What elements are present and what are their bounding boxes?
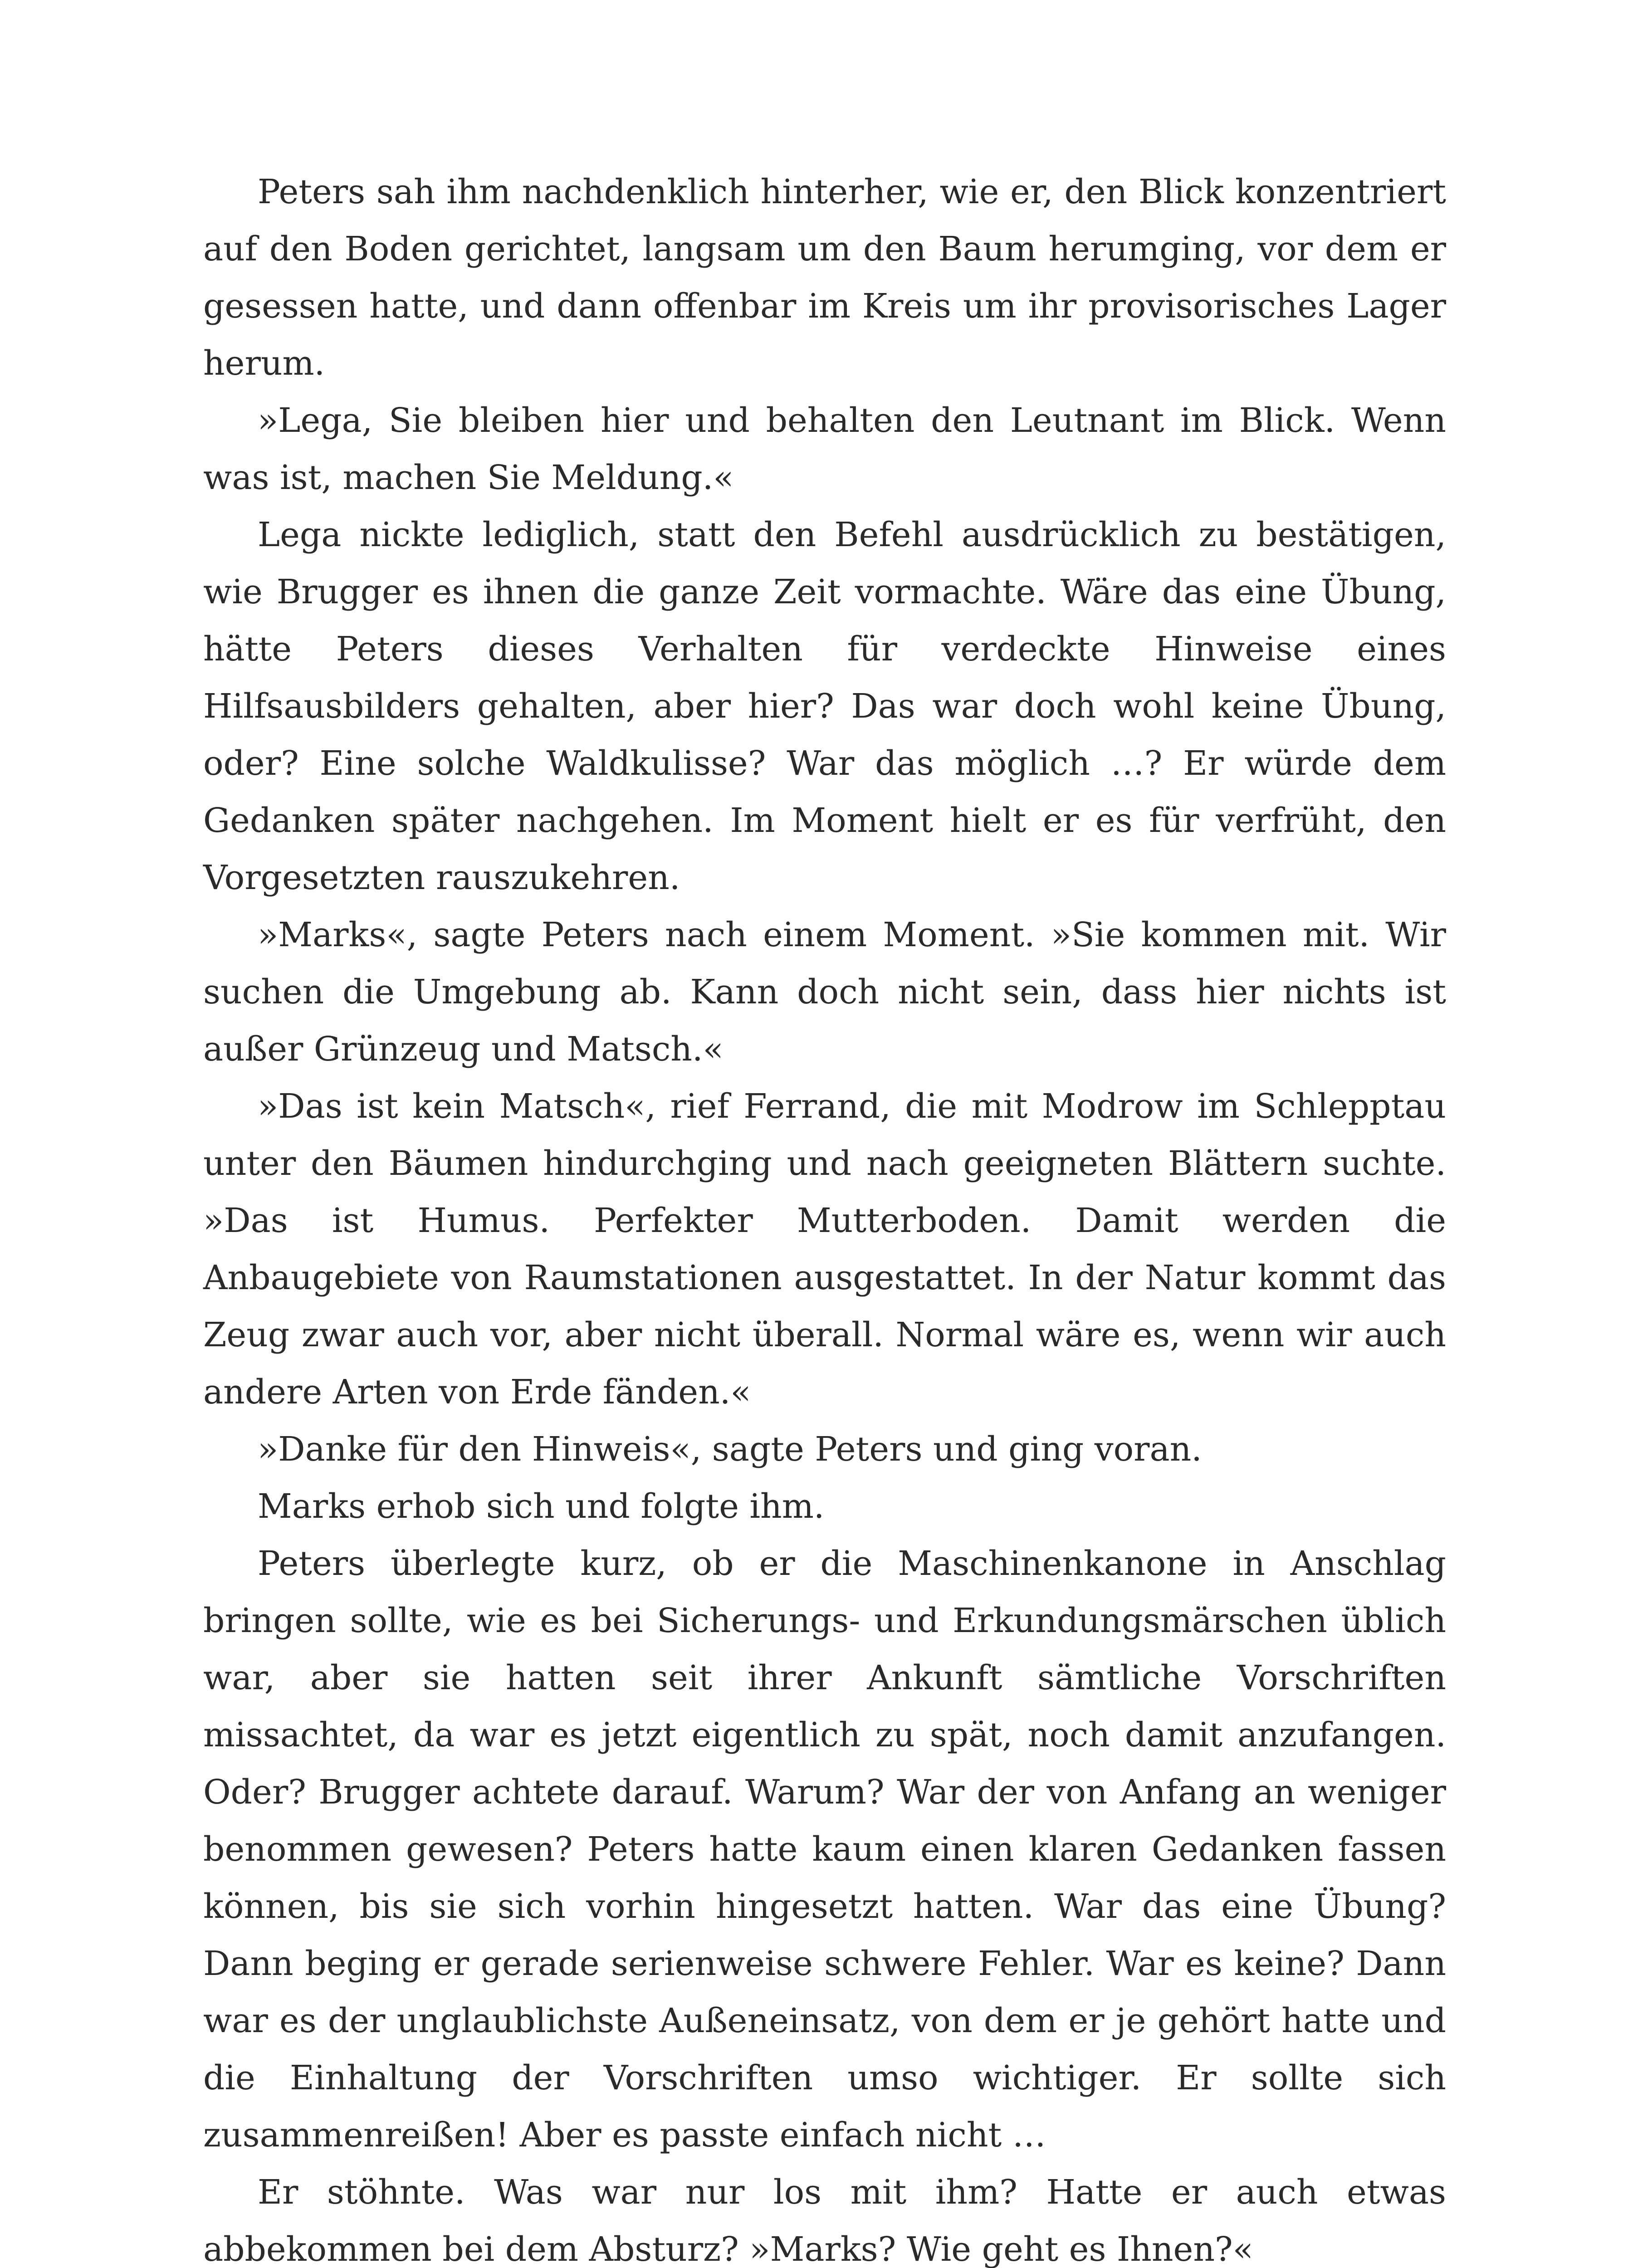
paragraph: Peters überlegte kurz, ob er die Maschinenkanone in Anschlag bringen sollte, wie es bei Sicherungs- und Erkundungsmärschen üblich war, aber sie hatten seit ihrer Ankunft sämtliche Vorschriften missachtet, da war es jetzt eigentlich zu spät, noch damit anzufangen. Oder? Brugger achtete darauf. Warum? War der von Anfang an weniger benommen gewesen? Peters hatte kaum einen klaren Gedanken fassen können, bis sie sich vorhin hingesetzt hatten. War das eine Übung? Dann beging er gerade serienweise schwere Fehler. War es keine? Dann war es der unglaublichste Außeneinsatz, von dem er je gehört hatte und die Einhaltung der Vorschriften umso wichtiger. Er sollte sich zusammenreißen! Aber es passte einfach nicht … (203, 1544, 1446, 2155)
paragraph: Peters sah ihm nachdenklich hinterher, wie er, den Blick konzentriert auf den Boden gerichtet, langsam um den Baum herumging, vor dem er gesessen hatte, und dann offenbar im Kreis um ihr provisorisches Lager herum. (203, 172, 1446, 383)
body-text (203, 163, 1446, 2268)
page-number (0, 2264, 1633, 2268)
paragraph: »Lega, Sie bleiben hier und behalten den Leutnant im Blick. Wenn was ist, machen Sie Meldung.« (203, 401, 1446, 497)
paragraph: Marks erhob sich und folgte ihm. (258, 1487, 825, 1526)
paragraph: »Danke für den Hinweis«, sagte Peters und ging voran. (258, 1430, 1202, 1469)
paragraph: Lega nickte lediglich, statt den Befehl ausdrücklich zu bestätigen, wie Brugger es ihnen die ganze Zeit vormachte. Wäre das eine Übung, hätte Peters dieses Verhalten für verdeckte Hinweise eines Hilfsausbilders gehalten, aber hier? Das war doch wohl keine Übung, oder? Eine solche Waldkulisse? War das möglich …? Er würde dem Gedanken später nachgehen. Im Moment hielt er es für verfrüht, den Vorgesetzten rauszukehren. (203, 515, 1446, 897)
paragraph: »Marks«, sagte Peters nach einem Moment. »Sie kommen mit. Wir suchen die Umgebung ab. Kann doch nicht sein, dass hier nichts ist außer Grünzeug und Matsch.« (203, 915, 1446, 1069)
paragraph: »Das ist kein Matsch«, rief Ferrand, die mit Modrow im Schlepptau unter den Bäumen hindurchging und nach geeigneten Blättern suchte. »Das ist Humus. Perfekter Mutterboden. Damit werden die Anbaugebiete von Raumstationen ausgestattet. In der Natur kommt das Zeug zwar auch vor, aber nicht überall. Normal wäre es, wenn wir auch andere Arten von Erde fänden.« (203, 1087, 1446, 1412)
paragraph: Er stöhnte. Was war nur los mit ihm? Hatte er auch etwas abbekommen bei dem Absturz? »Marks? Wie geht es Ihnen?« (203, 2173, 1446, 2268)
